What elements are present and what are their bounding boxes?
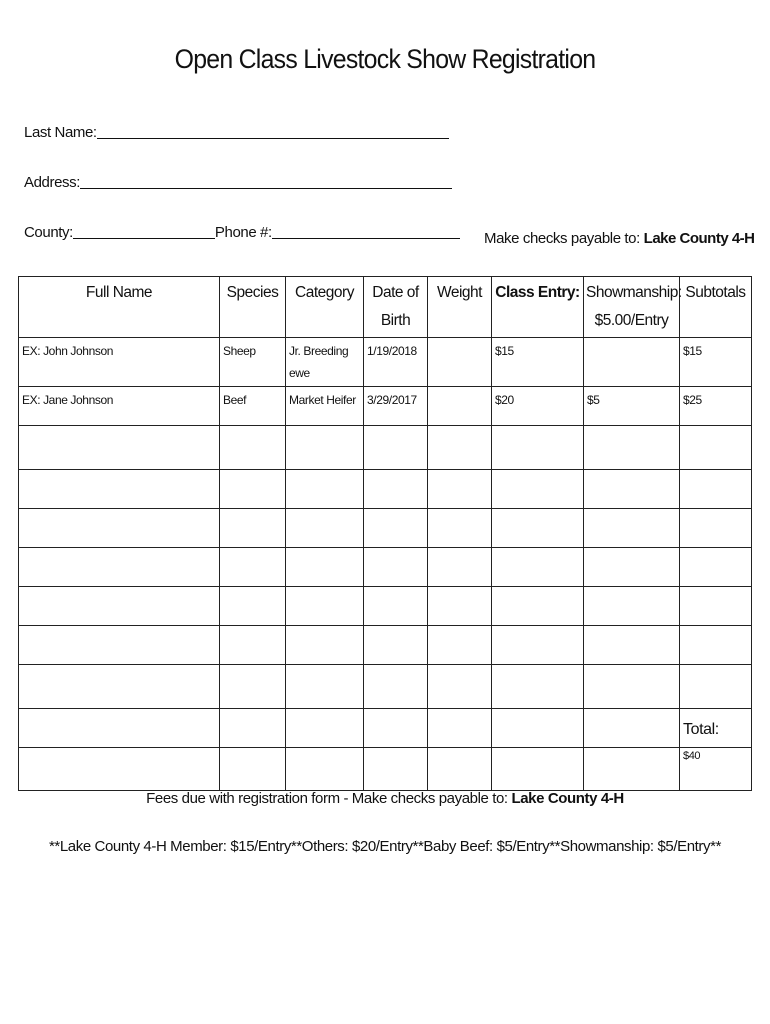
header-class-entry: Class Entry:: [492, 277, 584, 338]
blank-row: [19, 626, 752, 665]
blank-cell[interactable]: [364, 587, 428, 626]
row-weight[interactable]: [428, 338, 492, 387]
last-name-line[interactable]: [97, 124, 449, 139]
blank-cell[interactable]: [364, 470, 428, 509]
blank-cell[interactable]: [680, 426, 752, 470]
blank-cell[interactable]: [220, 426, 286, 470]
blank-cell[interactable]: [428, 665, 492, 709]
fees-note-prefix: Fees due with registration form - Make checks payable to:: [146, 790, 512, 807]
row-subtotal: $15: [680, 338, 752, 387]
row-species: Beef: [220, 387, 286, 426]
total-label-row: [19, 709, 752, 748]
phone-label: Phone #:: [214, 224, 272, 241]
fees-note: [0, 790, 770, 807]
blank-cell[interactable]: [286, 587, 364, 626]
row-showmanship: $5: [584, 387, 680, 426]
blank-cell[interactable]: [428, 470, 492, 509]
blank-cell[interactable]: [492, 587, 584, 626]
blank-cell[interactable]: [492, 426, 584, 470]
total-value-row: [19, 748, 752, 791]
blank-cell[interactable]: [428, 587, 492, 626]
header-dob-line1: Date of: [372, 284, 419, 301]
blank-cell[interactable]: [286, 470, 364, 509]
blank-cell[interactable]: [428, 426, 492, 470]
blank-cell[interactable]: [680, 509, 752, 548]
blank-cell[interactable]: [584, 626, 680, 665]
total-value: $40: [680, 748, 752, 791]
blank-cell[interactable]: [364, 509, 428, 548]
header-category: Category: [286, 277, 364, 338]
phone-line[interactable]: [272, 224, 460, 239]
blank-cell[interactable]: [286, 709, 364, 748]
header-dob-line2: Birth: [380, 312, 411, 329]
address-field[interactable]: [24, 174, 452, 191]
checks-note-prefix: Make checks payable to:: [484, 230, 644, 247]
blank-cell[interactable]: [428, 548, 492, 587]
county-phone-field[interactable]: [24, 224, 460, 241]
total-label: Total:: [680, 709, 752, 748]
blank-cell[interactable]: [19, 587, 220, 626]
blank-row: [19, 665, 752, 709]
blank-cell[interactable]: [286, 509, 364, 548]
blank-cell[interactable]: [428, 748, 492, 791]
blank-row: [19, 470, 752, 509]
blank-cell[interactable]: [492, 748, 584, 791]
blank-cell[interactable]: [492, 709, 584, 748]
registration-table: [18, 276, 752, 791]
blank-cell[interactable]: [680, 626, 752, 665]
row-showmanship[interactable]: [584, 338, 680, 387]
row-dob: 1/19/2018: [364, 338, 428, 387]
blank-cell[interactable]: [584, 587, 680, 626]
header-weight: Weight: [428, 277, 492, 338]
blank-cell[interactable]: [220, 548, 286, 587]
blank-cell[interactable]: [428, 709, 492, 748]
blank-cell[interactable]: [19, 709, 220, 748]
blank-cell[interactable]: [286, 665, 364, 709]
row-species: Sheep: [220, 338, 286, 387]
checks-note: [484, 230, 755, 247]
address-label: Address:: [24, 174, 80, 191]
table-row: [19, 387, 752, 426]
blank-cell[interactable]: [492, 509, 584, 548]
blank-cell[interactable]: [364, 548, 428, 587]
checks-note-payee: Lake County 4-H: [643, 230, 755, 247]
header-showmanship-line2: $5.00/Entry: [594, 312, 669, 329]
rates-note: **Lake County 4-H Member: $15/Entry**Others: $20/Entry**Baby Beef: $5/Entry**Showmanship: $5/Entry**: [48, 838, 722, 855]
blank-row: [19, 509, 752, 548]
header-subtotals: Subtotals: [680, 277, 752, 338]
blank-row: [19, 587, 752, 626]
header-showmanship-line1: Showmanship:: [586, 284, 682, 301]
header-full-name: Full Name: [19, 277, 220, 338]
blank-cell[interactable]: [19, 665, 220, 709]
row-class-entry: $15: [492, 338, 584, 387]
blank-cell[interactable]: [364, 748, 428, 791]
blank-cell[interactable]: [220, 626, 286, 665]
blank-cell[interactable]: [680, 587, 752, 626]
blank-cell[interactable]: [286, 748, 364, 791]
blank-cell[interactable]: [584, 748, 680, 791]
blank-cell[interactable]: [19, 748, 220, 791]
blank-cell[interactable]: [220, 509, 286, 548]
blank-cell[interactable]: [584, 548, 680, 587]
blank-cell[interactable]: [19, 626, 220, 665]
blank-cell[interactable]: [428, 509, 492, 548]
blank-cell[interactable]: [19, 426, 220, 470]
row-full-name: EX: Jane Johnson: [19, 387, 220, 426]
blank-cell[interactable]: [220, 470, 286, 509]
county-line[interactable]: [73, 224, 215, 239]
blank-cell[interactable]: [584, 665, 680, 709]
blank-cell[interactable]: [680, 665, 752, 709]
blank-cell[interactable]: [220, 587, 286, 626]
blank-cell[interactable]: [584, 470, 680, 509]
blank-cell[interactable]: [492, 665, 584, 709]
header-date-of-birth: [364, 277, 428, 338]
blank-cell[interactable]: [492, 626, 584, 665]
blank-cell[interactable]: [19, 470, 220, 509]
last-name-field[interactable]: [24, 124, 449, 141]
row-class-entry: $20: [492, 387, 584, 426]
header-row: [19, 277, 752, 338]
blank-cell[interactable]: [364, 626, 428, 665]
header-showmanship: [584, 277, 680, 338]
blank-cell[interactable]: [584, 426, 680, 470]
blank-cell[interactable]: [364, 426, 428, 470]
blank-cell[interactable]: [428, 626, 492, 665]
blank-cell[interactable]: [364, 709, 428, 748]
blank-cell[interactable]: [286, 548, 364, 587]
blank-cell[interactable]: [19, 509, 220, 548]
blank-cell[interactable]: [584, 709, 680, 748]
row-weight[interactable]: [428, 387, 492, 426]
row-category: Market Heifer: [286, 387, 364, 426]
row-category: Jr. Breeding ewe: [286, 338, 364, 387]
blank-cell[interactable]: [492, 548, 584, 587]
last-name-label: Last Name:: [24, 124, 97, 141]
blank-cell[interactable]: [220, 748, 286, 791]
address-line[interactable]: [80, 174, 452, 189]
row-dob: 3/29/2017: [364, 387, 428, 426]
page-title: Open Class Livestock Show Registration: [174, 44, 596, 74]
blank-row: [19, 426, 752, 470]
fees-note-payee: Lake County 4-H: [511, 790, 624, 807]
blank-cell[interactable]: [286, 426, 364, 470]
blank-cell[interactable]: [19, 548, 220, 587]
blank-cell[interactable]: [680, 470, 752, 509]
blank-cell[interactable]: [286, 626, 364, 665]
row-full-name: EX: John Johnson: [19, 338, 220, 387]
blank-row: [19, 548, 752, 587]
blank-cell[interactable]: [680, 548, 752, 587]
table-row: [19, 338, 752, 387]
blank-cell[interactable]: [492, 470, 584, 509]
county-label: County:: [24, 224, 73, 241]
header-species: Species: [220, 277, 286, 338]
blank-cell[interactable]: [220, 709, 286, 748]
row-subtotal: $25: [680, 387, 752, 426]
blank-cell[interactable]: [220, 665, 286, 709]
blank-cell[interactable]: [364, 665, 428, 709]
blank-cell[interactable]: [584, 509, 680, 548]
